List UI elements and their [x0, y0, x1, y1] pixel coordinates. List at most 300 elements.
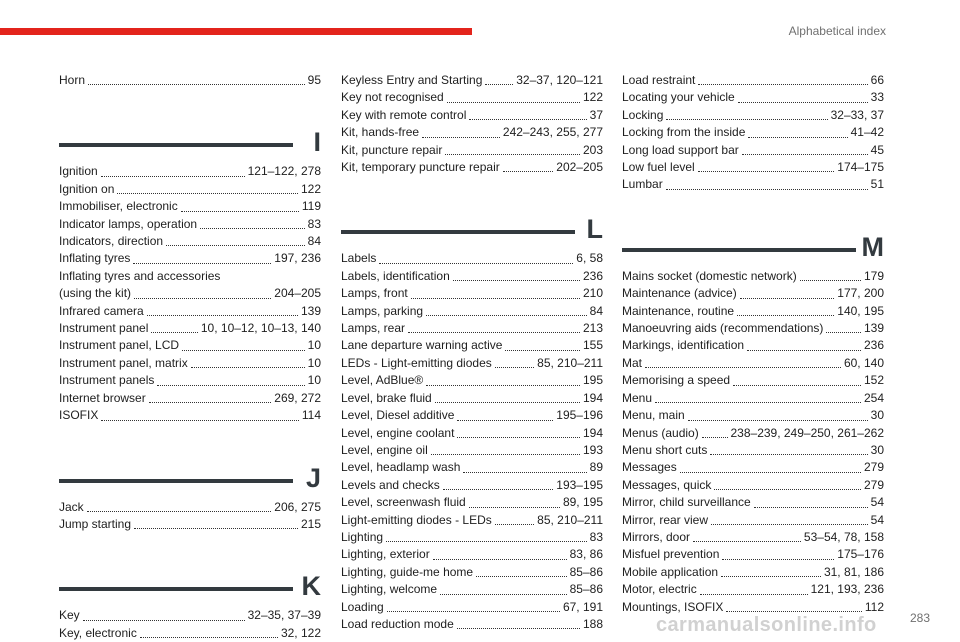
index-entry-label: Level, engine oil: [341, 442, 428, 457]
index-entry-pages: 195–196: [556, 408, 603, 423]
dot-leader: [166, 245, 305, 246]
section-letter: L: [586, 214, 603, 245]
index-entry-pages: 242–243, 255, 277: [502, 125, 603, 140]
index-entry-label: Long load support bar: [622, 142, 739, 157]
index-entry-pages: 85–86: [569, 564, 603, 579]
index-entry-label: Infrared camera: [59, 303, 144, 318]
section-letter: M: [861, 231, 884, 262]
index-entry: [622, 107, 884, 124]
section-rule: [59, 143, 293, 147]
dot-leader: [485, 84, 513, 85]
index-entry-pages: 203: [582, 142, 603, 157]
index-entry-label: Mirrors, door: [622, 529, 691, 544]
dot-leader: [476, 576, 567, 577]
dot-leader: [495, 524, 534, 525]
index-entry-pages: 30: [870, 442, 884, 457]
index-entry-label: Locking from the inside: [622, 125, 746, 140]
index-entry-label: (using the kit): [59, 286, 132, 301]
index-entry: [622, 512, 884, 529]
index-entry-label: Low fuel level: [622, 160, 695, 175]
dot-leader: [440, 594, 567, 595]
index-entry-label: Levels and checks: [341, 477, 440, 492]
index-entry-label: Lighting, exterior: [341, 547, 430, 562]
index-entry-label: Level, screenwash fluid: [341, 495, 466, 510]
index-entry-label: Messages, quick: [622, 477, 712, 492]
index-entry: [341, 407, 603, 424]
index-entry: [59, 233, 321, 250]
index-entry-pages: 193–195: [556, 477, 603, 492]
index-entry-label: Level, AdBlue®: [341, 373, 424, 388]
index-entry: [59, 607, 321, 624]
index-entry-pages: 112: [864, 599, 884, 614]
index-entry-pages: 84: [589, 303, 603, 318]
index-entry: [622, 355, 884, 372]
index-entry: [59, 181, 321, 198]
dot-leader: [469, 119, 586, 120]
dot-leader: [714, 489, 861, 490]
dot-leader: [88, 84, 305, 85]
dot-leader: [134, 528, 298, 529]
dot-leader: [737, 315, 834, 316]
index-entry-label: Ignition on: [59, 181, 115, 196]
index-entry: [622, 442, 884, 459]
dot-leader: [408, 332, 580, 333]
dot-leader: [495, 367, 534, 368]
index-entry-pages: 122: [582, 90, 603, 105]
dot-leader: [182, 350, 305, 351]
index-entry-label: Ignition: [59, 164, 98, 179]
section-heading: [59, 559, 321, 603]
index-entry-pages: 194: [582, 390, 603, 405]
index-entry: [341, 124, 603, 141]
index-entry-pages: 195: [582, 373, 603, 388]
index-entry-pages: 32–37, 120–121: [516, 73, 603, 87]
dot-leader: [722, 559, 834, 560]
dot-leader: [133, 263, 271, 264]
index-entry-label: Key with remote control: [341, 107, 467, 122]
dot-leader: [698, 171, 835, 172]
dot-leader: [754, 507, 868, 508]
index-entry: [622, 477, 884, 494]
index-entry-label: Labels: [341, 251, 377, 266]
index-entry: [341, 459, 603, 476]
index-entry-pages: 193: [582, 442, 603, 457]
section-letter: K: [301, 571, 321, 602]
index-entry-pages: 32–35, 37–39: [247, 608, 321, 623]
index-entry: [341, 616, 603, 633]
index-entry-pages: 269, 272: [274, 390, 321, 405]
index-entry-label: Level, Diesel additive: [341, 408, 455, 423]
index-entry-label: Kit, puncture repair: [341, 142, 443, 157]
section-rule: [59, 587, 293, 591]
index-entry-pages: 121–122, 278: [247, 164, 321, 179]
index-entry-pages: 10: [307, 338, 321, 353]
index-entry: [622, 390, 884, 407]
index-entry: [622, 159, 884, 176]
index-entry-pages: 85, 210–211: [537, 512, 603, 527]
index-entry: [622, 72, 884, 89]
index-entry-pages: 84: [307, 234, 321, 249]
index-entry-pages: 213: [582, 321, 603, 336]
dot-leader: [733, 385, 861, 386]
index-entry: [341, 442, 603, 459]
index-entry: [59, 516, 321, 533]
index-entry-pages: 51: [870, 177, 884, 192]
dot-leader: [680, 472, 861, 473]
index-entry-label: Indicator lamps, operation: [59, 216, 198, 231]
index-entry: [59, 499, 321, 516]
index-entry-label: Lamps, front: [341, 286, 408, 301]
dot-leader: [422, 137, 500, 138]
index-entry-pages: 139: [863, 321, 884, 336]
dot-leader: [457, 437, 580, 438]
dot-leader: [101, 420, 299, 421]
index-entry: [341, 425, 603, 442]
index-entry-pages: 175–176: [837, 547, 884, 562]
index-entry-label: Mirror, child surveillance: [622, 495, 751, 510]
index-entry-label: Internet browser: [59, 390, 146, 405]
dot-leader: [702, 437, 728, 438]
index-entry-pages: 139: [300, 303, 321, 318]
index-entry-pages: 188: [582, 616, 603, 631]
index-entry-pages: 83: [307, 216, 321, 231]
index-entry-pages: 194: [582, 425, 603, 440]
index-entry: [341, 581, 603, 598]
index-entry: [622, 285, 884, 302]
index-entry: [622, 142, 884, 159]
dot-leader: [740, 298, 835, 299]
index-entry-pages: 179: [863, 268, 884, 283]
index-entry-pages: 54: [870, 512, 884, 527]
index-entry: [622, 89, 884, 106]
index-entry-pages: 119: [301, 199, 321, 214]
index-entry: [59, 303, 321, 320]
index-entry-pages: 37: [589, 107, 603, 122]
index-entry-pages: 60, 140: [843, 355, 884, 370]
page-header-title: Alphabetical index: [788, 24, 886, 38]
index-entry-label: Inflating tyres and accessories: [59, 268, 221, 283]
section-heading: [59, 115, 321, 159]
index-entry-label: Mat: [622, 355, 643, 370]
dot-leader: [700, 594, 808, 595]
index-entry-label: Load reduction mode: [341, 616, 454, 631]
index-entry: [341, 285, 603, 302]
header-accent-bar: [0, 28, 472, 35]
index-entry-label: Menu, main: [622, 408, 685, 423]
dot-leader: [693, 541, 801, 542]
index-entry: [341, 268, 603, 285]
section-heading: [622, 220, 884, 264]
dot-leader: [411, 298, 580, 299]
index-entry-label: Messages: [622, 460, 677, 475]
index-entry-label: Immobiliser, electronic: [59, 199, 178, 214]
dot-leader: [748, 137, 847, 138]
index-entry-label: Locking: [622, 107, 664, 122]
index-entry-label: Key: [59, 608, 80, 623]
index-entry-label: Keyless Entry and Starting: [341, 73, 483, 87]
dot-leader: [505, 350, 580, 351]
index-entry-pages: 215: [300, 516, 321, 531]
dot-leader: [742, 154, 868, 155]
index-entry: [622, 529, 884, 546]
index-entry: [622, 303, 884, 320]
index-entry: [59, 72, 321, 89]
index-entry-label: Menu: [622, 390, 653, 405]
dot-leader: [457, 420, 553, 421]
dot-leader: [463, 472, 586, 473]
index-entry-label: Menu short cuts: [622, 442, 708, 457]
index-entry-pages: 95: [307, 73, 321, 87]
index-entry-label: Misfuel prevention: [622, 547, 720, 562]
dot-leader: [435, 402, 580, 403]
index-entry: [59, 372, 321, 389]
index-entry-label: Labels, identification: [341, 268, 450, 283]
index-entry-pages: 33: [870, 90, 884, 105]
index-entry-label: Instrument panels: [59, 373, 155, 388]
index-entry-label: ISOFIX: [59, 408, 99, 423]
index-column-3: [622, 72, 884, 616]
dot-leader: [666, 189, 868, 190]
index-entry: [622, 320, 884, 337]
index-entry-pages: 204–205: [274, 286, 321, 301]
index-entry: [341, 546, 603, 563]
index-entry: [59, 407, 321, 424]
dot-leader: [453, 280, 580, 281]
index-entry: [622, 425, 884, 442]
dot-leader: [426, 315, 587, 316]
dot-leader: [200, 228, 305, 229]
dot-leader: [666, 119, 827, 120]
dot-leader: [503, 171, 554, 172]
index-entry-label: Lighting, welcome: [341, 582, 438, 597]
index-entry: [622, 372, 884, 389]
index-entry: [341, 107, 603, 124]
index-column-1: [59, 72, 321, 642]
index-entry: [341, 372, 603, 389]
index-entry-pages: 54: [870, 495, 884, 510]
index-entry-label: Lumbar: [622, 177, 663, 192]
index-entry-label: Memorising a speed: [622, 373, 731, 388]
index-entry-pages: 66: [870, 73, 884, 87]
dot-leader: [117, 193, 298, 194]
index-entry-label: Key not recognised: [341, 90, 444, 105]
dot-leader: [140, 637, 278, 638]
index-entry-label: Jump starting: [59, 516, 132, 531]
index-entry: [59, 250, 321, 267]
index-entry: [341, 303, 603, 320]
index-entry-pages: 32, 122: [280, 625, 321, 640]
index-entry-label: Horn: [59, 73, 86, 87]
index-entry: [622, 268, 884, 285]
index-column-2: [341, 72, 603, 633]
section-rule: [622, 248, 856, 252]
dot-leader: [655, 402, 861, 403]
dot-leader: [457, 628, 580, 629]
index-entry: [59, 163, 321, 180]
index-entry-pages: 89: [589, 460, 603, 475]
index-entry-pages: 114: [301, 408, 321, 423]
index-entry-pages: 236: [863, 338, 884, 353]
index-entry-pages: 85, 210–211: [537, 355, 603, 370]
dot-leader: [151, 332, 197, 333]
watermark: carmanualsonline.info: [656, 614, 877, 636]
index-entry: [341, 512, 603, 529]
dot-leader: [87, 511, 272, 512]
index-entry-pages: 32–33, 37: [830, 107, 884, 122]
section-rule: [341, 230, 575, 234]
index-entry: [59, 625, 321, 642]
index-entry-label: Instrument panel, matrix: [59, 355, 188, 370]
index-entry-label: Maintenance, routine: [622, 303, 735, 318]
index-entry-pages: 10, 10–12, 10–13, 140: [200, 321, 321, 336]
index-entry-label: LEDs - Light-emitting diodes: [341, 355, 492, 370]
index-entry-label: Light-emitting diodes - LEDs: [341, 512, 492, 527]
dot-leader: [386, 541, 587, 542]
index-entry-pages: 152: [863, 373, 884, 388]
index-entry-label: Lighting, guide-me home: [341, 564, 474, 579]
dot-leader: [710, 454, 867, 455]
section-letter: J: [305, 462, 321, 493]
index-entry-pages: 236: [582, 268, 603, 283]
index-entry-pages: 53–54, 78, 158: [803, 529, 884, 544]
index-entry-label: Mirror, rear view: [622, 512, 709, 527]
index-entry: [622, 124, 884, 141]
dot-leader: [747, 350, 861, 351]
index-entry-label: Lighting: [341, 529, 384, 544]
dot-leader: [101, 176, 245, 177]
index-entry-pages: 206, 275: [274, 499, 321, 514]
index-entry-label: Menus (audio): [622, 425, 699, 440]
index-entry-pages: 238–239, 249–250, 261–262: [730, 425, 884, 440]
index-entry: [59, 198, 321, 215]
index-entry-pages: 279: [863, 460, 884, 475]
index-entry-label: Maintenance (advice): [622, 286, 737, 301]
index-entry: [341, 142, 603, 159]
section-rule: [59, 479, 293, 483]
index-entry: [341, 89, 603, 106]
dot-leader: [433, 559, 567, 560]
index-entry: [59, 355, 321, 372]
index-entry-pages: 30: [870, 408, 884, 423]
dot-leader: [147, 315, 298, 316]
index-entry-pages: 10: [307, 373, 321, 388]
dot-leader: [698, 84, 867, 85]
index-entry-pages: 174–175: [837, 160, 884, 175]
index-entry-pages: 45: [870, 142, 884, 157]
index-entry: [341, 72, 603, 89]
index-entry-label: Locating your vehicle: [622, 90, 735, 105]
dot-leader: [469, 507, 560, 508]
dot-leader: [826, 332, 861, 333]
index-entry: [622, 337, 884, 354]
index-entry-label: Lamps, parking: [341, 303, 424, 318]
index-entry: [341, 529, 603, 546]
section-heading: [59, 451, 321, 495]
index-entry-label: Mains socket (domestic network): [622, 268, 797, 283]
dot-leader: [711, 524, 868, 525]
index-entry-pages: 31, 81, 186: [823, 564, 884, 579]
index-entry-label: Key, electronic: [59, 625, 137, 640]
index-entry-label: Manoeuvring aids (recommendations): [622, 321, 824, 336]
dot-leader: [134, 298, 271, 299]
dot-leader: [191, 367, 305, 368]
index-entry-pages: 83, 86: [569, 547, 603, 562]
dot-leader: [445, 154, 580, 155]
index-entry: [341, 390, 603, 407]
index-entry-pages: 67, 191: [562, 599, 603, 614]
index-entry: [59, 320, 321, 337]
index-entry-pages: 279: [863, 477, 884, 492]
index-entry-pages: 254: [863, 390, 884, 405]
index-entry-label: Instrument panel: [59, 321, 149, 336]
index-entry-label: Load restraint: [622, 73, 696, 87]
index-entry-pages: 85–86: [569, 582, 603, 597]
index-entry-label: Loading: [341, 599, 384, 614]
index-entry: [622, 459, 884, 476]
dot-leader: [149, 402, 272, 403]
index-entry-pages: 10: [307, 355, 321, 370]
index-entry: [341, 320, 603, 337]
index-entry-pages: 6, 58: [576, 251, 603, 266]
index-entry-pages: 122: [300, 181, 321, 196]
index-entry: [341, 599, 603, 616]
index-entry: [59, 216, 321, 233]
dot-leader: [721, 576, 821, 577]
index-entry-label: Kit, temporary puncture repair: [341, 160, 500, 175]
section-letter: I: [313, 127, 321, 158]
index-entry: [622, 176, 884, 193]
index-entry-label: Lane departure warning active: [341, 338, 503, 353]
index-entry-label: Instrument panel, LCD: [59, 338, 180, 353]
index-entry: [341, 494, 603, 511]
index-entry: [341, 159, 603, 176]
dot-leader: [431, 454, 580, 455]
dot-leader: [688, 420, 868, 421]
index-entry: [341, 337, 603, 354]
index-entry-pages: 89, 195: [562, 495, 603, 510]
dot-leader: [387, 611, 560, 612]
dot-leader: [645, 367, 841, 368]
dot-leader: [181, 211, 299, 212]
index-entry: [341, 477, 603, 494]
index-entry-pages: 140, 195: [837, 303, 884, 318]
dot-leader: [83, 620, 245, 621]
index-entry-label: Motor, electric: [622, 582, 697, 597]
index-entry: [622, 407, 884, 424]
section-heading: [341, 202, 603, 246]
index-entry-pages: 197, 236: [274, 251, 321, 266]
index-entry: [341, 564, 603, 581]
index-entry-pages: 83: [589, 529, 603, 544]
index-entry-pages: 202–205: [556, 160, 603, 175]
index-entry: [622, 581, 884, 598]
index-entry-label: Level, brake fluid: [341, 390, 432, 405]
index-entry-label: Kit, hands-free: [341, 125, 420, 140]
dot-leader: [738, 102, 868, 103]
dot-leader: [443, 489, 554, 490]
dot-leader: [800, 280, 861, 281]
index-entry-pages: 177, 200: [837, 286, 884, 301]
index-entry: [59, 390, 321, 407]
index-entry-label: Indicators, direction: [59, 234, 164, 249]
index-entry-label: Level, engine coolant: [341, 425, 455, 440]
dot-leader: [426, 385, 580, 386]
index-entry-pages: 155: [582, 338, 603, 353]
index-entry: [341, 355, 603, 372]
index-entry-label: Mobile application: [622, 564, 719, 579]
dot-leader: [379, 263, 573, 264]
index-entry-label: Lamps, rear: [341, 321, 406, 336]
